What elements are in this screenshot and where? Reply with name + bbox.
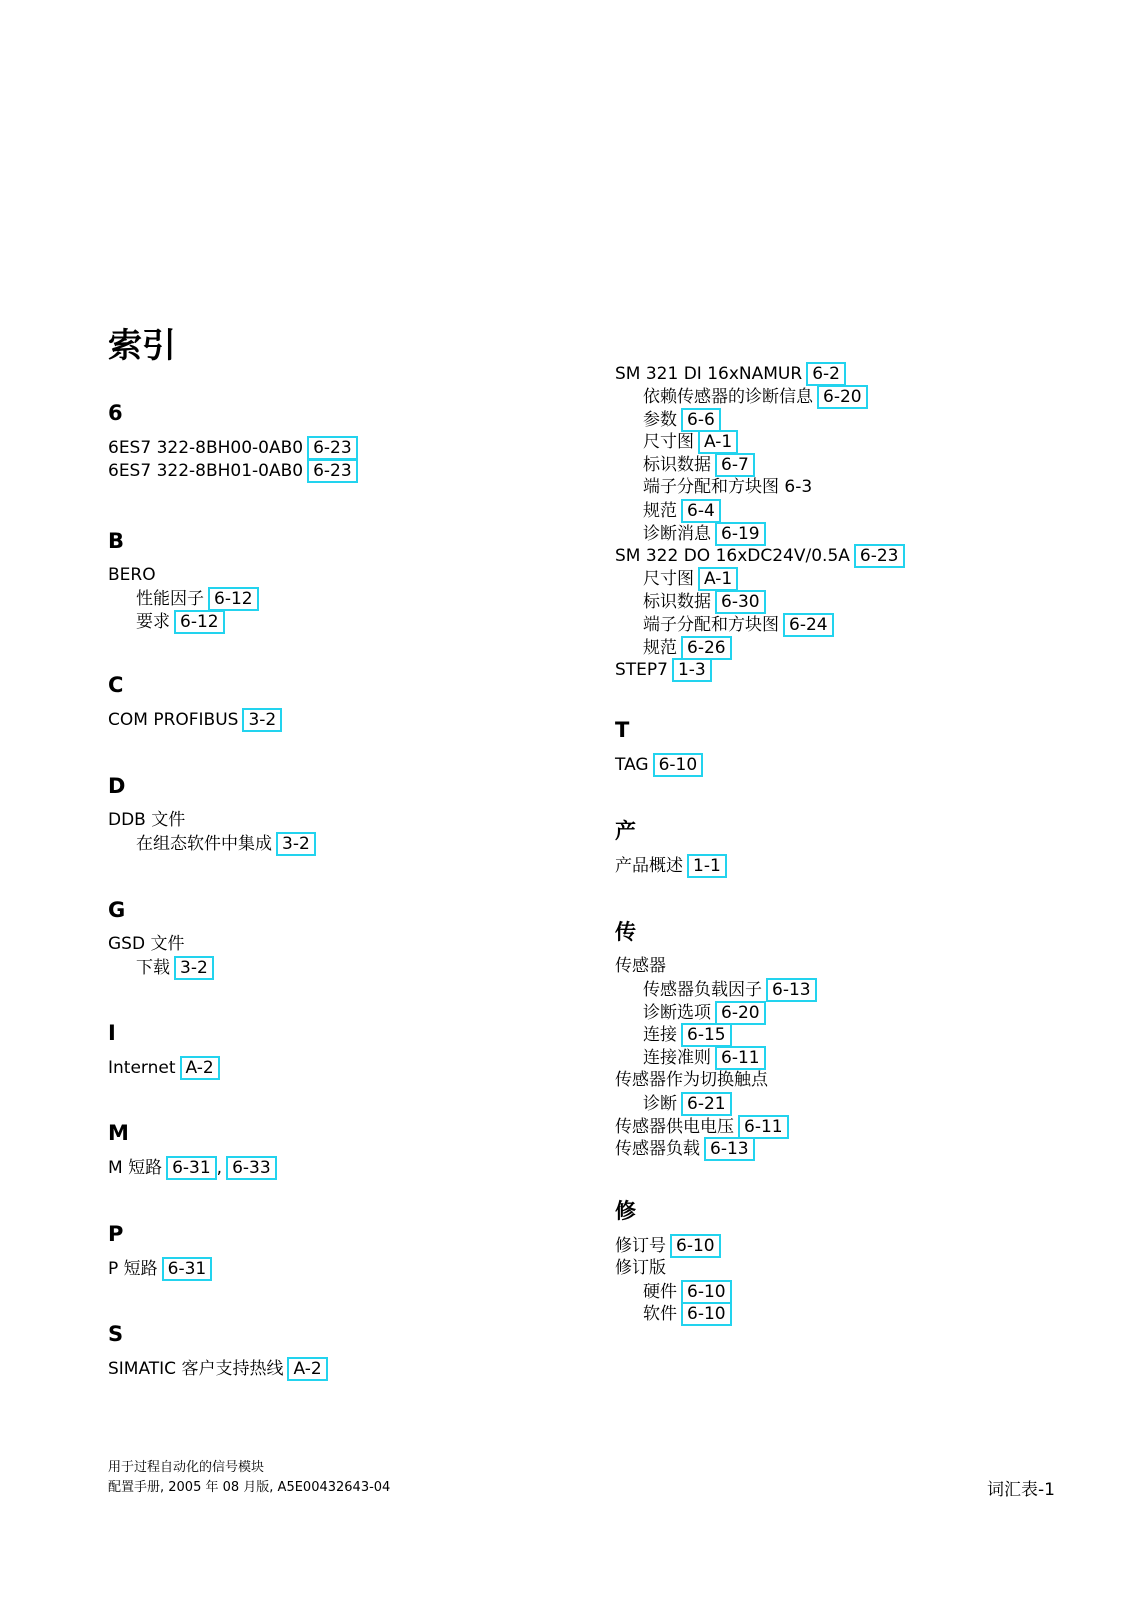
entry-term: COM PROFIBUS [108,710,239,730]
page-ref-link[interactable]: 6-19 [715,522,766,546]
index-entry [615,658,1095,681]
entry-term: 传感器负载 [615,1139,700,1160]
entry-term: 端子分配和方块图 [643,614,779,635]
entry-term: DDB 文件 [108,810,186,830]
page-ref-link[interactable]: 6-2 [806,362,846,386]
index-subentry [615,1001,1095,1024]
page-ref-link[interactable]: 6-10 [653,753,704,777]
page-ref-link[interactable]: 6-12 [174,610,225,634]
entry-term: 标识数据 [643,591,711,612]
page-ref-link[interactable]: 6-15 [681,1023,732,1047]
page-ref-link[interactable]: 6-7 [715,453,755,477]
index-entry [108,708,588,731]
page-ref-link[interactable]: 6-23 [307,436,358,460]
entry-term: 修订号 [615,1236,666,1256]
entry-term: Internet [108,1058,176,1078]
entry-term: 端子分配和方块图 6-3 [643,476,813,497]
index-subentry [615,1302,1095,1325]
entry-term: 性能因子 [136,588,204,609]
entry-term: 6ES7 322-8BH00-0AB0 [108,438,304,458]
index-section [615,1198,1095,1325]
index-subentry [615,385,1095,408]
page-ref-link[interactable]: 3-2 [276,832,316,856]
index-section [615,362,1095,681]
entry-term: 要求 [136,611,170,632]
index-entry [615,362,1095,385]
index-subentry [615,590,1095,613]
index-entry [615,1115,1095,1138]
index-entry [108,809,588,832]
index-subentry [615,613,1095,636]
entry-term: SM 322 DO 16xDC24V/0.5A [615,546,850,567]
page-ref-link[interactable]: 3-2 [174,956,214,980]
entry-term: 诊断消息 [643,523,711,544]
page-ref-link[interactable]: 6-31 [166,1156,217,1180]
index-entry [108,459,588,482]
index-entry [108,436,588,459]
index-section [615,818,1095,877]
index-subentry [615,978,1095,1001]
entry-term: 硬件 [643,1281,677,1302]
ref-separator: , [216,1158,223,1178]
index-section [108,1321,588,1380]
section-heading: P [108,1222,124,1246]
page-ref-link[interactable]: 6-23 [307,459,358,483]
section-heading: C [108,673,124,697]
index-entry [108,1056,588,1079]
page-ref-link[interactable]: A-2 [287,1357,327,1381]
page-ref-link[interactable]: 6-10 [681,1280,732,1304]
page-ref-link[interactable]: 6-12 [208,587,259,611]
entry-term: P 短路 [108,1259,158,1279]
page-ref-link[interactable]: 6-4 [681,499,721,523]
page-ref-link[interactable]: 6-33 [226,1156,277,1180]
page-ref-link[interactable]: 6-30 [715,590,766,614]
entry-term: 连接 [643,1025,677,1046]
index-entry [108,564,588,587]
index-entry [615,854,1095,877]
index-subentry [108,832,588,855]
index-entry [615,544,1095,567]
entry-term: 依赖传感器的诊断信息 [643,386,813,407]
page-ref-link[interactable]: A-2 [180,1056,220,1080]
page-ref-link[interactable]: 6-20 [715,1001,766,1025]
entry-term: 连接准则 [643,1048,711,1069]
index-entry [615,1257,1095,1280]
entry-term: 尺寸图 [643,432,694,453]
index-subentry [108,587,588,610]
index-section [108,528,588,632]
index-subentry [615,567,1095,590]
section-heading: M [108,1121,129,1145]
page-ref-link[interactable]: 6-11 [715,1046,766,1070]
page-ref-link[interactable]: 1-3 [672,658,712,682]
index-subentry [108,610,588,633]
footer [108,1458,390,1498]
section-heading: B [108,529,125,553]
index-section [108,1221,588,1280]
page-ref-link[interactable]: 6-10 [670,1234,721,1258]
section-heading: 传 [615,920,636,944]
index-section [615,919,1095,1160]
index-subentry [615,453,1095,476]
footer-edition: 配置手册, 2005 年 08 月版, A5E00432643-04 [108,1480,391,1495]
entry-term: BERO [108,565,156,585]
entry-term: 标识数据 [643,455,711,476]
index-subentry [615,636,1095,659]
index-entry [615,955,1095,978]
index-subentry [615,522,1095,545]
entry-term: GSD 文件 [108,934,185,954]
entry-term: TAG [615,755,649,775]
index-subentry [615,1023,1095,1046]
page-ref-link[interactable]: 6-21 [681,1092,732,1116]
entry-term: 在组态软件中集成 [136,833,272,854]
section-heading: T [615,718,630,742]
entry-term: 传感器供电电压 [615,1116,734,1137]
entry-term: 产品概述 [615,856,683,876]
section-heading: 产 [615,819,636,843]
section-heading: S [108,1322,124,1346]
index-entry [615,1234,1095,1257]
entry-term: SIMATIC 客户支持热线 [108,1359,284,1379]
page-ref-link[interactable]: 1-1 [687,854,727,878]
index-entry [615,1137,1095,1160]
index-entry [615,1069,1095,1092]
page-ref-link[interactable]: 6-6 [681,408,721,432]
index-entry [108,1357,588,1380]
entry-term: STEP7 [615,660,668,681]
page-ref-link[interactable]: 6-10 [681,1302,732,1326]
page-ref-link[interactable]: A-1 [698,567,738,591]
page-ref-link[interactable]: 6-24 [783,613,834,637]
page-ref-link[interactable]: 6-23 [854,544,905,568]
entry-term: 参数 [643,409,677,430]
page-title: 索引 [108,326,176,366]
index-entry [108,1257,588,1280]
page-ref-link[interactable]: 3-2 [242,708,282,732]
index-entry [108,933,588,956]
entry-term: 规范 [643,637,677,658]
index-entry [108,1156,588,1179]
section-heading: G [108,898,126,922]
page-ref-link[interactable]: A-1 [698,430,738,454]
page-ref-link[interactable]: 6-26 [681,636,732,660]
page-number: 词汇表-1 [987,1480,1055,1500]
section-heading: 6 [108,401,123,425]
section-heading: D [108,774,126,798]
index-section [108,400,588,482]
entry-term: 规范 [643,500,677,521]
index-section [108,773,588,855]
page-ref-link[interactable]: 6-11 [738,1115,789,1139]
entry-term: 传感器负载因子 [643,979,762,1000]
entry-term: 6ES7 322-8BH01-0AB0 [108,460,304,481]
index-section [108,1020,588,1079]
index-section [108,1120,588,1179]
index-subentry [615,1280,1095,1303]
entry-term: 诊断选项 [643,1002,711,1023]
index-section [108,672,588,731]
index-subentry [615,1092,1095,1115]
section-heading: I [108,1021,116,1045]
page-ref-link[interactable]: 6-31 [162,1257,213,1281]
entry-term: 传感器 [615,956,666,976]
entry-term: 软件 [643,1304,677,1325]
entry-term: 下载 [136,957,170,978]
entry-term: M 短路 [108,1158,163,1178]
index-entry [615,753,1095,776]
entry-term: 诊断 [643,1093,677,1114]
footer-doc-title: 用于过程自动化的信号模块 [108,1460,265,1475]
entry-term: 传感器作为切换触点 [615,1069,768,1090]
index-section [108,897,588,979]
index-subentry [615,476,1095,499]
index-subentry [615,1046,1095,1069]
index-subentry [108,956,588,979]
entry-term: SM 321 DI 16xNAMUR [615,364,803,384]
index-subentry [615,408,1095,431]
page-ref-link[interactable]: 6-13 [704,1137,755,1161]
index-subentry [615,499,1095,522]
section-heading: 修 [615,1199,636,1223]
index-section [615,717,1095,776]
page-ref-link[interactable]: 6-20 [817,385,868,409]
entry-term: 尺寸图 [643,569,694,590]
entry-term: 修订版 [615,1257,666,1278]
index-subentry [615,430,1095,453]
page-ref-link[interactable]: 6-13 [766,978,817,1002]
